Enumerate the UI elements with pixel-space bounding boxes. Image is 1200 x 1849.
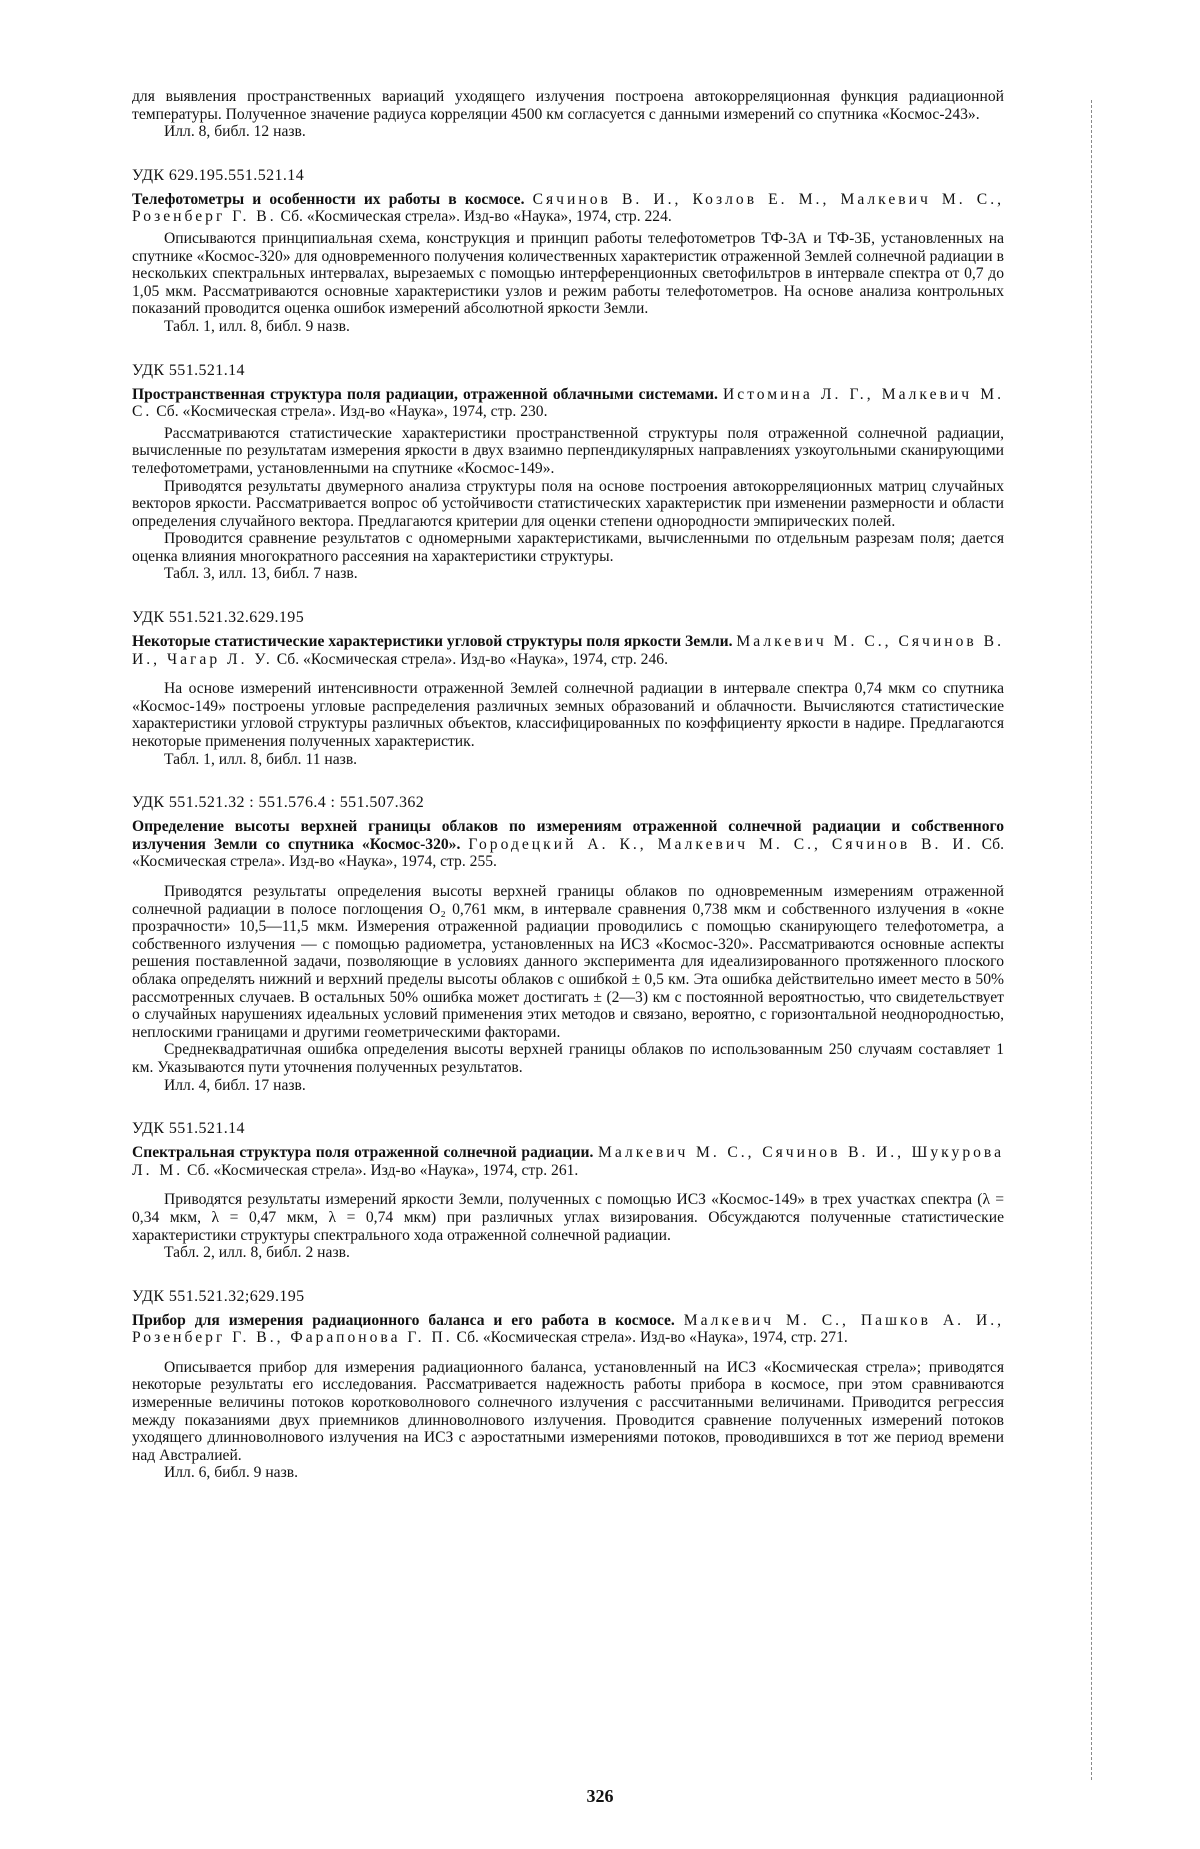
- abstract-paragraph: Приводятся результаты измерений яркости Земли, полученных с помощью ИСЗ «Космос-149» в трех участках спектра (λ = 0,34 мкм, λ = 0,47 мкм, λ = 0,74 мкм) при различных углах визирования. Обсуждаются полученные статистические характеристики структуры спектрального хода отраженной солнечной радиации.: [132, 1191, 1004, 1244]
- entry-reference: Илл. 4, библ. 17 назв.: [164, 1076, 306, 1094]
- entry-authors: Городецкий А. К., Малкевич М. С., Сячинов В. И.: [468, 835, 974, 853]
- udc-code: УДК 551.521.14: [132, 361, 245, 379]
- udc-code: УДК 551.521.32;629.195: [132, 1287, 305, 1305]
- abstract-paragraph: Рассматриваются статистические характеристики пространственной структуры поля отраженной солнечной радиации, вычисленные по результатам измерения яркости в двух взаимно перпендикулярных направлениях узкоугольными сканирующими телефотометрами, установленными на спутнике «Космос-149».: [132, 424, 1004, 477]
- entry-reference: Илл. 6, библ. 9 назв.: [164, 1464, 299, 1482]
- entry-source: Сб. «Космическая стрела». Изд-во «Наука», 1974, стр. 224.: [280, 208, 672, 226]
- abstract-entry: [132, 609, 1004, 768]
- intro-reference: Илл. 8, библ. 12 назв.: [164, 123, 306, 141]
- entry-abstract: [132, 680, 1004, 768]
- entry-source: Сб. «Космическая стрела». Изд-во «Наука», 1974, стр. 261.: [187, 1161, 579, 1179]
- abstract-paragraph: Описывается прибор для измерения радиационного баланса, установленный на ИСЗ «Космическая стрела»; приводятся некоторые результаты его исследования. Рассматривается надежность работы прибора в космосе, при этом сравниваются измеренные величины потоков коротковолнового солнечного излучения с рассчитанными величинами. Приводится регрессия между показаниями двух приемников длинноволнового излучения. Проводится сравнение полученных измерений потоков уходящего длинноволнового излучения на ИСЗ с аэростатными измерениями потоков, проводившихся в тот же период времени над Австралией.: [132, 1358, 1004, 1464]
- entry-heading: [132, 191, 1004, 226]
- abstract-entry: [132, 362, 1004, 584]
- intro-text: для выявления пространственных вариаций уходящего излучения построена автокорреляционная функция радиационной температуры. Полученное значение радиуса корреляции 4500 км согласуется с данными измерений со спутника «Космос-243».: [132, 88, 1004, 123]
- entry-abstract: [132, 1191, 1004, 1261]
- entry-title: Телефотометры и особенности их работы в космосе.: [132, 190, 525, 208]
- entry-source: Сб. «Космическая стрела». Изд-во «Наука», 1974, стр. 255.: [132, 835, 1005, 871]
- entry-authors: Сячинов В. И., Козлов Е. М., Малкевич М. С., Розенберг Г. В.: [132, 190, 1004, 226]
- abstract-paragraph: Проводится сравнение результатов с одномерными характеристиками, вычисленными по отдельным разрезам поля; дается оценка влияния многократного рассеяния на характеристики структуры.: [132, 530, 1004, 565]
- entry-abstract: [132, 1359, 1004, 1482]
- entry-title: Прибор для измерения радиационного баланса и его работа в космосе.: [132, 1311, 675, 1329]
- abstract-entry: [132, 794, 1004, 1094]
- margin-dashed-line: [1091, 100, 1092, 1780]
- udc-code: УДК 629.195.551.521.14: [132, 166, 305, 184]
- entry-heading: [132, 818, 1004, 871]
- entry-reference: Табл. 3, илл. 13, библ. 7 назв.: [164, 565, 358, 583]
- udc-code: УДК 551.521.32 : 551.576.4 : 551.507.362: [132, 794, 425, 812]
- entry-authors: Малкевич М. С., Сячинов В. И., Чагар Л. У.: [132, 633, 1004, 668]
- entry-abstract: [132, 883, 1004, 1094]
- abstract-paragraph: На основе измерений интенсивности отраженной Землей солнечной радиации в интервале спектра 0,74 мкм со спутника «Космос-149» построены угловые распределения различных земных образований и облачности. Вычисляются статистические характеристики угловой структуры различных объектов, классифицированных по коэффициенту яркости в надире. Предлагаются некоторые применения полученных характеристик.: [132, 680, 1004, 751]
- abstract-entry: [132, 1288, 1004, 1482]
- entry-title: Определение высоты верхней границы облаков по измерениям отраженной солнечной радиации и собственного излучения Земли со спутника «Космос-320».: [132, 818, 1004, 853]
- entry-authors: Истомина Л. Г., Малкевич М. С.: [132, 385, 1004, 421]
- entry-reference: Табл. 1, илл. 8, библ. 11 назв.: [164, 750, 358, 768]
- entry-heading: [132, 386, 1004, 421]
- entry-authors: Малкевич М. С., Сячинов В. И., Шукурова Л. М.: [132, 1144, 1004, 1179]
- entry-title: Некоторые статистические характеристики угловой структуры поля яркости Земли.: [132, 633, 733, 651]
- abstract-paragraph: Среднеквадратичная ошибка определения высоты верхней границы облаков по использованным 250 случаям составляет 1 км. Указываются пути уточнения полученных результатов.: [132, 1041, 1004, 1076]
- entry-reference: Табл. 1, илл. 8, библ. 9 назв.: [164, 317, 350, 335]
- entry-authors: Малкевич М. С., Пашков А. И., Розенберг Г. В., Фарапонова Г. П.: [132, 1311, 1005, 1347]
- entry-abstract: [132, 230, 1004, 336]
- page-number: 326: [586, 1786, 614, 1806]
- udc-code: УДК 551.521.32.629.195: [132, 609, 305, 627]
- entry-abstract: [132, 425, 1004, 583]
- abstract-entry: [132, 1120, 1004, 1262]
- entry-heading: [132, 633, 1004, 668]
- entry-heading: [132, 1144, 1004, 1179]
- entry-title: Спектральная структура поля отраженной солнечной радиации.: [132, 1144, 594, 1162]
- abstract-paragraph: Описываются принципиальная схема, конструкция и принцип работы телефотометров ТФ-3А и ТФ-3Б, установленных на спутнике «Космос-320» для одновременного получения количественных характеристик отраженной Землей солнечной радиации в нескольких спектральных интервалах, вырезаемых с помощью интерференционных светофильтров в интервале спектра от 0,7 до 1,05 мкм. Рассматриваются основные характеристики узлов и режим работы телефотометров. На основе анализа контрольных показаний проводится оценка ошибок измерений абсолютной яркости Земли.: [132, 229, 1004, 318]
- abstract-paragraph: Приводятся результаты определения высоты верхней границы облаков по одновременным измерениям отраженной солнечной радиации в полосе поглощения O₂ 0,761 мкм, в интервале сравнения 0,738 мкм и собственного излучения в «окне прозрачности» 10,5—11,5 мкм. Измерения отраженной радиации проводились с помощью сканирующего телефотометра, а собственного излучения — с помощью радиометра, установленных на ИСЗ «Космос-320». Рассматриваются основные аспекты решения поставленной задачи, позволяющие в условиях данного эксперимента для идеализированного протяженного плоского облака определять нижний и верхний пределы высоты облаков с ошибкой ± 0,5 км. Эта ошибка действительно имеет место в 50% рассмотренных случаев. В остальных 50% ошибка может достигать ± (2—3) км с постоянной вероятностью, что свидетельствует о случайных нарушениях идеальных условий применения этих методов и связано, вероятно, с горизонтальной неоднородностью, неплоскими границами и другими геометрическими факторами.: [132, 883, 1004, 1041]
- udc-code: УДК 551.521.14: [132, 1120, 245, 1138]
- entry-title: Пространственная структура поля радиации, отраженной облачными системами.: [132, 385, 718, 403]
- intro-block: [132, 88, 1004, 141]
- entry-source: Сб. «Космическая стрела». Изд-во «Наука», 1974, стр. 271.: [456, 1329, 848, 1347]
- entry-source: Сб. «Космическая стрела». Изд-во «Наука», 1974, стр. 246.: [276, 650, 668, 668]
- entry-heading: [132, 1312, 1004, 1347]
- abstract-entry: [132, 167, 1004, 336]
- abstract-paragraph: Приводятся результаты двумерного анализа структуры поля на основе построения автокорреляционных матриц случайных векторов яркости. Рассматривается вопрос об устойчивости статистических характеристик при изменении размерности и области определения случайного вектора. Предлагаются критерии для оценки степени однородности эмпирических полей.: [132, 477, 1004, 530]
- entry-reference: Табл. 2, илл. 8, библ. 2 назв.: [164, 1244, 350, 1262]
- entry-source: Сб. «Космическая стрела». Изд-во «Наука», 1974, стр. 230.: [156, 403, 548, 421]
- entries-list: [132, 167, 1004, 1482]
